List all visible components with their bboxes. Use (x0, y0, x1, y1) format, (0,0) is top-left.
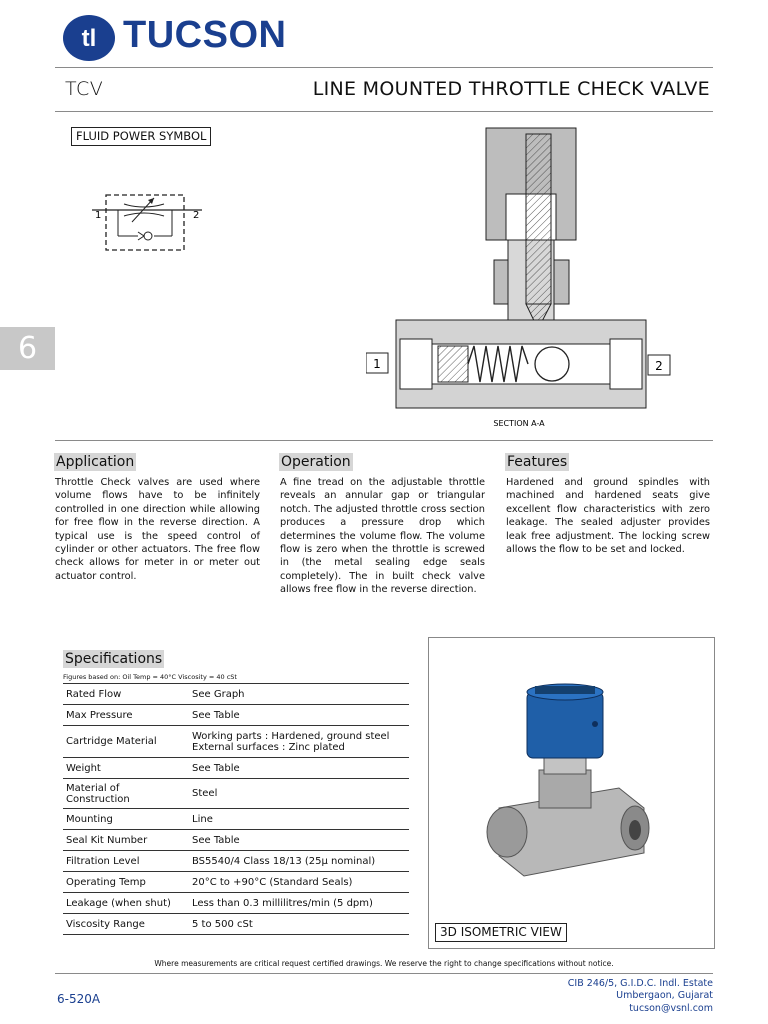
section-tab: 6 (0, 327, 55, 370)
spec-value (189, 726, 409, 758)
symbol-port-1: 1 (95, 210, 102, 221)
spec-value: 20°C to +90°C (Standard Seals) (189, 872, 409, 893)
logo-mark-text: tl (81, 25, 97, 52)
table-row (63, 726, 409, 758)
spec-key-line: Material of (66, 782, 120, 794)
spec-value: 5 to 500 cSt (189, 914, 409, 935)
address-line: CIB 246/5, G.I.D.C. Indl. Estate (567, 978, 713, 989)
spec-key: Viscosity Range (63, 914, 189, 935)
section-port-1: 1 (373, 357, 381, 371)
section-port-2: 2 (655, 359, 663, 373)
specifications-note: Figures based on: Oil Temp = 40°C Viscosity = 40 cSt (63, 673, 237, 681)
spec-key: Weight (63, 758, 189, 779)
application-text: Throttle Check valves are used where volume flows have to be infinitely controlled in one direction while allowing for free flow in the reverse direction. A typical use is the speed control of cylinder or other actuators. The free flow check allows for meter in or meter out actuator control. (55, 477, 260, 582)
features-text: Hardened and ground spindles with machined and hardened seats give excellent flow characteristics with zero leakage. The sealed adjuster provides leak free adjustment. The locking screw allows the flow to be set and locked. (506, 477, 710, 556)
page-title: LINE MOUNTED THROTTLE CHECK VALVE (312, 78, 710, 100)
section-caption: SECTION A-A (493, 419, 545, 428)
features-heading: Features (507, 454, 568, 470)
spec-value: See Table (189, 758, 409, 779)
spec-key: Filtration Level (63, 851, 189, 872)
isometric-valve-image (469, 678, 659, 888)
spec-value: See Table (189, 830, 409, 851)
footer-note: Where measurements are critical request certified drawings. We reserve the right to change specifications without notice. (154, 959, 614, 968)
spec-value: Line (189, 809, 409, 830)
product-code: TCV (65, 78, 104, 100)
symbol-port-2: 2 (193, 210, 200, 221)
specifications-heading: Specifications (65, 651, 163, 667)
address-block (568, 978, 713, 1015)
spec-value-line: External surfaces : Zinc plated (192, 741, 345, 753)
spec-value: BS5540/4 Class 18/13 (25µ nominal) (189, 851, 409, 872)
operation-text: A fine tread on the adjustable throttle reveals an annular gap or triangular notch. The adjusted throttle cross section produces a pressure drop which determines the volume flow. The volume flow is zero when the throttle is screwed in (the metal sealing edge seals completely). The in built check valve allows free flow in the reverse direction. (280, 477, 485, 596)
application-heading: Application (56, 454, 135, 470)
page-number: 6-520A (57, 992, 101, 1006)
table-row (63, 893, 409, 914)
table-row (63, 758, 409, 779)
fluid-power-symbol (92, 190, 204, 260)
specifications-table (63, 683, 409, 935)
operation-heading: Operation (281, 454, 351, 470)
spec-value: Less than 0.3 millilitres/min (5 dpm) (189, 893, 409, 914)
isometric-view-panel (428, 637, 715, 949)
spec-key: Operating Temp (63, 872, 189, 893)
section-drawing (366, 124, 672, 434)
table-row (63, 779, 409, 809)
table-row (63, 830, 409, 851)
email-link[interactable]: tucson@vsnl.com (629, 1002, 713, 1014)
logo-mark (62, 12, 118, 62)
spec-key: Leakage (when shut) (63, 893, 189, 914)
isometric-view-label: 3D ISOMETRIC VIEW (435, 923, 567, 942)
spec-value: See Table (189, 705, 409, 726)
table-row (63, 809, 409, 830)
spec-key: Cartridge Material (63, 726, 189, 758)
spec-key: Mounting (63, 809, 189, 830)
table-row (63, 872, 409, 893)
table-row (63, 914, 409, 935)
spec-value: See Graph (189, 684, 409, 705)
spec-key-line: Construction (66, 793, 130, 805)
spec-key: Max Pressure (63, 705, 189, 726)
brand-name: TUCSON (123, 14, 287, 56)
table-row (63, 705, 409, 726)
table-row (63, 684, 409, 705)
table-row (63, 851, 409, 872)
spec-value-line: Working parts : Hardened, ground steel (192, 730, 390, 742)
spec-key: Seal Kit Number (63, 830, 189, 851)
spec-key: Rated Flow (63, 684, 189, 705)
address-line: Umbergaon, Gujarat (616, 990, 713, 1002)
spec-value: Steel (189, 779, 409, 809)
symbol-label: FLUID POWER SYMBOL (71, 127, 211, 146)
spec-key (63, 779, 189, 809)
